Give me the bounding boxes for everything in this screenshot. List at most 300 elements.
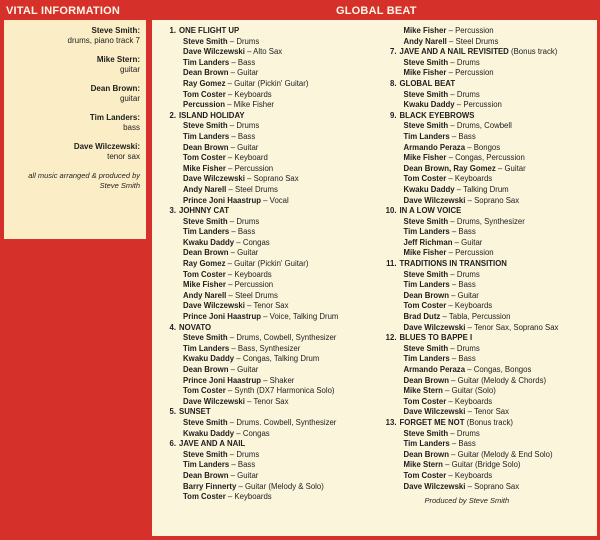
performer-role: Congas, Percussion [455,153,525,163]
role-separator: – [454,184,464,194]
performer-role: Guitar [237,248,259,258]
musician-name: Steve Smith: [91,26,140,35]
credit-line [385,354,592,365]
track-entry [164,407,371,439]
performer-name: Dave Wilczewski [403,322,466,332]
credit-line [385,143,592,154]
credit-line [164,376,371,387]
credit-line [385,376,592,387]
track-entry [385,418,592,492]
track-number: 7. [389,47,397,57]
track-entry [385,206,592,259]
performer-role: Guitar [237,365,259,374]
track-number: 10. [385,206,397,216]
track-title [164,323,371,334]
credit-line [385,460,592,471]
performer-role: Keyboards [234,89,272,99]
performer-name: Tim Landers [183,227,230,237]
performer-name: Mike Stern [403,386,443,396]
performer-role: Drums, Cowbell, Synthesizer [236,333,337,343]
track-title [164,26,371,37]
credit-line [164,386,371,397]
role-separator: – [227,216,237,226]
role-separator: – [228,68,238,78]
performer-name: Dean Brown, Ray Gomez [403,163,496,173]
role-separator: – [448,269,457,279]
credit-line [164,492,371,503]
performer-role: Soprano Sax [474,481,520,491]
role-separator: – [261,195,270,205]
role-separator: – [449,227,459,237]
role-separator: – [229,131,238,141]
performer-name: Tom Coster [183,89,226,99]
credit-line [164,460,371,471]
performer-role: Congas [242,237,270,247]
credit-line [385,132,592,143]
role-separator: – [449,280,459,290]
performer-name: Tim Landers [403,354,450,364]
performer-role: Guitar [457,290,479,300]
performer-role: Guitar (Melody & Solo) [244,481,324,491]
performer-name: Andy Narell [183,184,227,194]
performer-role: Drums. Cowbell, Synthesizer [236,417,337,427]
performer-name: Prince Joni Haastrup [183,195,261,205]
performer-name: Mike Fisher [183,280,226,290]
arrangement-credit-name: Steve Smith [99,181,140,190]
track-column-left [160,26,371,536]
performer-role: Guitar [237,470,259,480]
performer-role: Drums, Cowbell [456,121,512,131]
performer-name: Prince Joni Haastrup [183,312,261,322]
track-title [385,206,592,217]
track-title [385,333,592,344]
track-name: JAVE AND A NAIL REVISITED [399,47,509,57]
role-separator: – [225,269,235,279]
role-separator: – [236,481,245,491]
track-name: NOVATO [179,322,212,332]
performer-role: Bass [458,227,476,237]
performer-role: Keyboards [454,301,493,311]
performer-name: Steve Smith [403,428,449,438]
credit-line [385,270,592,281]
arrangement-credit [10,171,140,191]
musician-name: Dave Wilczewski: [73,142,140,151]
performer-role: Bass [237,131,256,141]
credit-line [164,174,371,185]
credit-line [164,418,371,429]
credit-line [385,301,592,312]
performer-name: Dean Brown [183,68,229,78]
role-separator: – [244,301,254,311]
performer-name: Jeff Richman [403,237,453,247]
track-number: 5. [169,407,176,417]
performer-name: Dean Brown [183,142,229,152]
role-separator: – [446,174,455,184]
performer-role: Drums [456,89,480,99]
track-title [385,111,592,122]
track-entry [385,333,592,418]
musician-entry [10,142,140,162]
performer-name: Steve Smith [403,269,449,279]
credit-line [385,164,592,175]
musician-name: Dean Brown: [90,84,140,93]
credit-line [164,90,371,101]
performer-role: Guitar [504,163,526,173]
performer-name: Dave Wilczewski [403,407,466,417]
credit-line [385,439,592,450]
track-entry [385,111,592,206]
role-separator: – [234,428,243,438]
role-separator: – [244,47,254,57]
track-name: JOHNNY CAT [179,206,229,216]
role-separator: – [227,36,237,46]
role-separator: – [446,301,455,311]
role-separator: – [449,439,459,449]
performer-role: Guitar (Pickin' Guitar) [234,259,309,269]
performer-name: Percussion [183,100,226,110]
performer-role: Bass [458,354,476,364]
track-entry [385,79,592,111]
role-separator: – [448,428,457,438]
performer-role: Percussion [455,68,494,78]
performer-name: Steve Smith [183,121,228,131]
performer-role: Synth (DX7 Harmonica Solo) [234,386,335,396]
role-separator: – [442,386,452,396]
track-name: IN A LOW VOICE [399,206,462,216]
performer-name: Armando Peraza [403,142,466,152]
performer-role: Bass [237,57,256,67]
role-separator: – [446,36,456,46]
performer-role: Bass [458,280,476,290]
role-separator: – [446,26,456,35]
credit-line [164,79,371,90]
performer-role: Percussion [463,100,502,110]
credit-line [385,429,592,440]
performer-name: Barry Finnerty [183,481,237,491]
credit-line [164,248,371,259]
musician-list [10,26,140,162]
role-separator: – [442,460,452,470]
credit-line [164,270,371,281]
performer-role: Guitar [237,142,259,152]
performer-role: Vocal [269,195,289,205]
role-separator: – [225,280,235,290]
performer-name: Tim Landers [183,131,230,141]
track-note: (Bonus track) [511,47,558,57]
role-separator: – [452,237,462,247]
role-separator: – [465,481,475,491]
role-separator: – [228,248,238,258]
credit-line [164,354,371,365]
performer-role: Guitar (Pickin' Guitar) [234,78,309,88]
credit-line [385,174,592,185]
role-separator: – [227,417,237,427]
credit-line [385,397,592,408]
performer-role: Steel Drums [235,184,278,194]
performer-role: Tenor Sax [253,301,289,311]
credit-line [164,312,371,323]
performer-name: Mike Fisher [403,68,447,78]
track-list-right [385,47,592,492]
track-name: JAVE AND A NAIL [179,439,246,449]
performer-role: Tenor Sax [253,396,289,406]
performer-role: Keyboards [454,470,493,480]
performer-role: Percussion [455,26,494,35]
role-separator: – [449,290,458,300]
credit-line [164,153,371,164]
track-entry [385,47,592,79]
performer-name: Dave Wilczewski [403,195,466,205]
credit-line [164,482,371,493]
credit-line [385,196,592,207]
performer-role: Bongos [473,142,501,152]
track-title [164,206,371,217]
performer-name: Tom Coster [403,174,447,184]
performer-role: Steel Drums [235,290,278,300]
role-separator: – [228,470,238,480]
performer-name: Brad Dutz [403,312,441,322]
credit-line [385,58,592,69]
credit-line [385,312,592,323]
role-separator: – [225,492,235,502]
credit-line [385,26,592,37]
credit-line [164,227,371,238]
performer-role: Guitar (Melody & End Solo) [457,449,553,459]
performer-name: Kwaku Daddy [183,428,235,438]
performer-name: Mike Fisher [183,163,226,173]
track-title [164,439,371,450]
role-separator: – [448,121,457,131]
performer-name: Dean Brown [403,449,449,459]
track-name: GLOBAL BEAT [399,78,456,88]
role-separator: – [227,121,237,131]
role-separator: – [465,322,474,332]
role-separator: – [225,163,235,173]
role-separator: – [225,153,235,163]
credit-line [385,450,592,461]
musician-name: Tim Landers: [89,113,140,122]
credit-line [385,185,592,196]
performer-role: Bass [237,227,256,237]
performer-name: Tim Landers [403,280,450,290]
performer-name: Dean Brown [183,248,229,258]
performer-name: Andy Narell [183,290,227,300]
role-separator: – [229,343,238,353]
credit-line [164,164,371,175]
performer-name: Dave Wilczewski [183,174,245,184]
track-name: FORGET ME NOT [399,417,465,427]
musician-role: guitar [119,65,140,74]
performer-role: Guitar (Solo) [451,386,496,396]
performer-role: Bass [458,131,476,141]
track-name: BLUES TO BAPPE I [399,333,473,343]
performer-name: Mike Fisher [403,248,447,258]
track-number: 3. [169,206,176,216]
credit-line [385,482,592,493]
track-entry [164,26,371,111]
performer-role: Alto Sax [253,47,283,57]
track-entry [164,439,371,503]
performer-role: Voice, Talking Drum [269,312,339,322]
album-title: GLOBAL BEAT [336,5,417,17]
credit-line [164,143,371,154]
track-title [164,111,371,122]
track-title [385,259,592,270]
credit-line [164,291,371,302]
track-listing-panel [152,20,597,536]
performer-name: Dave Wilczewski [183,396,245,406]
performer-role: Steel Drums [455,36,499,46]
role-separator: – [225,89,235,99]
performer-name: Mike Stern [403,460,443,470]
credit-line [385,291,592,302]
track-number: 12. [385,333,397,343]
credit-line [385,386,592,397]
role-separator: – [228,365,238,374]
track-name: SUNSET [179,407,211,417]
performer-name: Steve Smith [403,216,449,226]
sidebar-title: VITAL INFORMATION [6,5,121,17]
credit-line [385,153,592,164]
track-name: ISLAND HOLIDAY [179,110,245,120]
performer-name: Andy Narell [403,36,447,46]
role-separator: – [449,354,459,364]
role-separator: – [228,142,238,152]
performer-role: Bass, Synthesizer [237,343,301,353]
performer-name: Tom Coster [183,269,226,279]
track-number: 4. [169,322,176,332]
role-separator: – [225,386,235,396]
credit-line [385,121,592,132]
performer-role: Bass [237,460,256,470]
track-name: BLACK EYEBROWS [399,110,475,120]
performer-role: Drums [236,36,260,46]
role-separator: – [446,153,456,163]
role-separator: – [261,312,270,322]
track-column-right [371,26,592,536]
credit-line [385,344,592,355]
musician-role: tenor sax [107,152,140,161]
track-title [164,407,371,418]
musician-entry [10,55,140,75]
credit-line [164,365,371,376]
performer-role: Bass [458,439,476,449]
performer-name: Mike Fisher [403,26,447,35]
credit-line [164,132,371,143]
performer-role: Drums [456,269,480,279]
credit-line [164,471,371,482]
credit-line [385,471,592,482]
musician-entry [10,26,140,46]
role-separator: – [465,365,474,374]
role-separator: – [234,354,243,364]
performer-name: Ray Gomez [183,259,226,269]
track-title [385,47,592,58]
performer-role: Congas, Bongos [473,365,532,374]
role-separator: – [448,216,457,226]
track-entry [164,323,371,408]
role-separator: – [234,237,243,247]
credit-line [385,90,592,101]
credit-line [164,450,371,461]
track-number: 11. [386,259,397,269]
performer-name: Steve Smith [403,89,449,99]
performer-name: Tim Landers [183,460,230,470]
track-title [385,418,592,429]
performer-name: Steve Smith [183,333,228,343]
role-separator: – [225,78,235,88]
role-separator: – [244,396,254,406]
performer-role: Tenor Sax, Soprano Sax [473,322,559,332]
performer-role: Mike Fisher [233,100,275,110]
performer-role: Keyboards [454,174,493,184]
performer-role: Guitar (Melody & Chords) [457,375,547,385]
performer-role: Soprano Sax [253,174,299,184]
performer-name: Tom Coster [183,153,226,163]
credit-line [385,217,592,228]
credit-line [164,397,371,408]
credit-line [164,429,371,440]
musician-role: drums, piano track 7 [67,36,140,45]
credit-line [164,68,371,79]
credit-line [385,100,592,111]
performer-name: Steve Smith [403,57,449,67]
role-separator: – [495,163,505,173]
role-separator: – [448,343,457,353]
credit-line [164,196,371,207]
performer-name: Steve Smith [183,417,228,427]
role-separator: – [446,470,455,480]
credit-line [385,248,592,259]
role-separator: – [244,174,254,184]
role-separator: – [227,333,237,343]
credit-line [164,100,371,111]
performer-name: Kwaku Daddy [403,184,455,194]
performer-name: Prince Joni Haastrup [183,375,261,385]
role-separator: – [465,195,475,205]
produced-by-note: Produced by Steve Smith [424,496,510,506]
role-separator: – [446,396,455,406]
performer-name: Tim Landers [183,57,230,67]
role-separator: – [448,89,457,99]
credit-line [164,58,371,69]
performer-role: Drums [456,343,480,353]
credit-line [164,301,371,312]
role-separator: – [448,57,457,67]
performer-name: Steve Smith [183,216,228,226]
credit-line [385,37,592,48]
performer-name: Dave Wilczewski [183,47,245,57]
performer-name: Tom Coster [183,386,226,396]
performer-role: Guitar (Bridge Solo) [451,460,521,470]
credit-line [385,227,592,238]
track-number: 13. [385,417,397,427]
performer-name: Armando Peraza [403,365,466,374]
track-entry [164,111,371,206]
role-separator: – [229,460,238,470]
role-separator: – [261,375,270,385]
role-separator: – [229,57,238,67]
performer-name: Dave Wilczewski [403,481,466,491]
performer-name: Tom Coster [403,396,447,406]
performer-name: Steve Smith [403,121,449,131]
role-separator: – [449,375,458,385]
performer-name: Kwaku Daddy [183,354,235,364]
musician-entry [10,113,140,133]
credit-line [164,344,371,355]
performer-name: Tom Coster [183,492,226,502]
performer-name: Tom Coster [403,301,447,311]
